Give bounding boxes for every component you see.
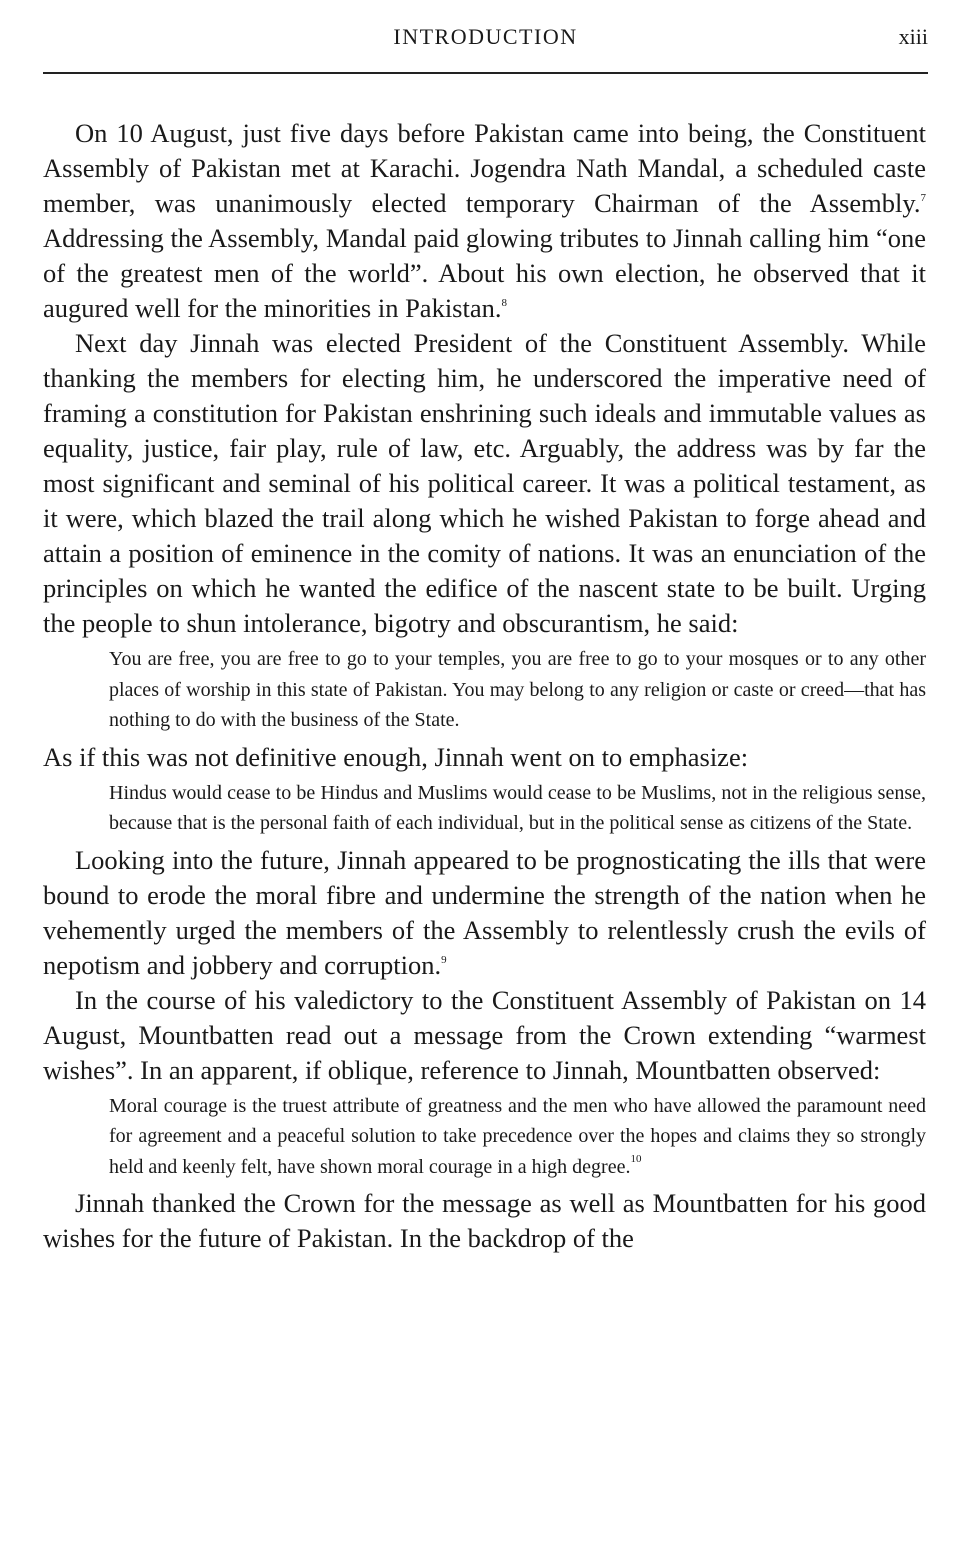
block-quote-3 <box>109 1091 926 1183</box>
block-quote-2: Hindus would cease to be Hindus and Muslims would cease to be Muslims, not in the religious sense, because that is the personal faith of each individual, but in the political sense as citizens of the State. <box>109 781 926 834</box>
paragraph-2: Next day Jinnah was elected President of the Constituent Assembly. While thanking the members for electing him, he underscored the imperative need of framing a constitution for Pakistan enshrining such ideals and immutable values as equality, justice, fair play, rule of law, etc. Arguably, the address was by far the most significant and seminal of his political career. It was a political testament, as it were, which blazed the trail along which he wished Pakistan to forge ahead and attain a position of eminence in the comity of nations. It was an enunciation of the principles on which he wanted the edifice of the nascent state to be built. Urging the people to shun intolerance, bigotry and obscurantism, he said: <box>43 328 926 638</box>
paragraph-6: Jinnah thanked the Crown for the message as well as Mountbatten for his good wishes for the future of Pakistan. In the backdrop of the <box>43 1188 926 1253</box>
paragraph-1 <box>43 116 926 326</box>
paragraph-4 <box>43 843 926 983</box>
header-rule <box>43 72 928 74</box>
block-quote-1: You are free, you are free to go to your temples, you are free to go to your mosques or to any other places of worship in this state of Pakistan. You may belong to any religion or caste or creed—that has nothing to do with the business of the State. <box>109 648 926 731</box>
footnote-ref-8: 8 <box>501 297 507 309</box>
footnote-ref-10: 10 <box>630 1152 642 1165</box>
body-text <box>43 116 926 1256</box>
paragraph-3: As if this was not definitive enough, Jinnah went on to emphasize: <box>43 741 749 772</box>
paragraph-5: In the course of his valedictory to the Constituent Assembly of Pakistan on 14 August, Mountbatten read out a message from the Crown extending “warmest wishes”. In an apparent, if oblique, reference to Jinnah, Mountbatten observed: <box>43 984 926 1085</box>
page-number: xiii <box>898 24 928 49</box>
footnote-ref-9: 9 <box>441 953 447 966</box>
page-header <box>43 22 928 54</box>
running-head: INTRODUCTION <box>393 24 578 49</box>
block-quote-3-text: Moral courage is the truest attribute of greatness and the men who have allowed the paramount need for agreement and a peaceful solution to take precedence over the hopes and claims they so strongly held and keenly felt, have shown moral courage in a high degree. <box>109 1094 926 1178</box>
footnote-ref-7: 7 <box>920 192 926 204</box>
paragraph-1-text: On 10 August, just five days before Pakistan came into being, the Constituent Assembly of Pakistan met at Karachi. Jogendra Nath Mandal, a scheduled caste member, was unanimously elected temporary Chairman of the Assembly. <box>43 118 926 218</box>
paragraph-4-text: Looking into the future, Jinnah appeared to be prognosticating the ills that were bound to erode the moral fibre and undermine the strength of the nation when he vehemently urged the members of the Assembly to relentlessly crush the evils of nepotism and jobbery and corruption. <box>43 844 926 980</box>
paragraph-1-text-b: Addressing the Assembly, Mandal paid glowing tributes to Jinnah calling him “one of the greatest men of the world”. About his own election, he observed that it augured well for the minorities in Pakistan. <box>43 223 926 323</box>
